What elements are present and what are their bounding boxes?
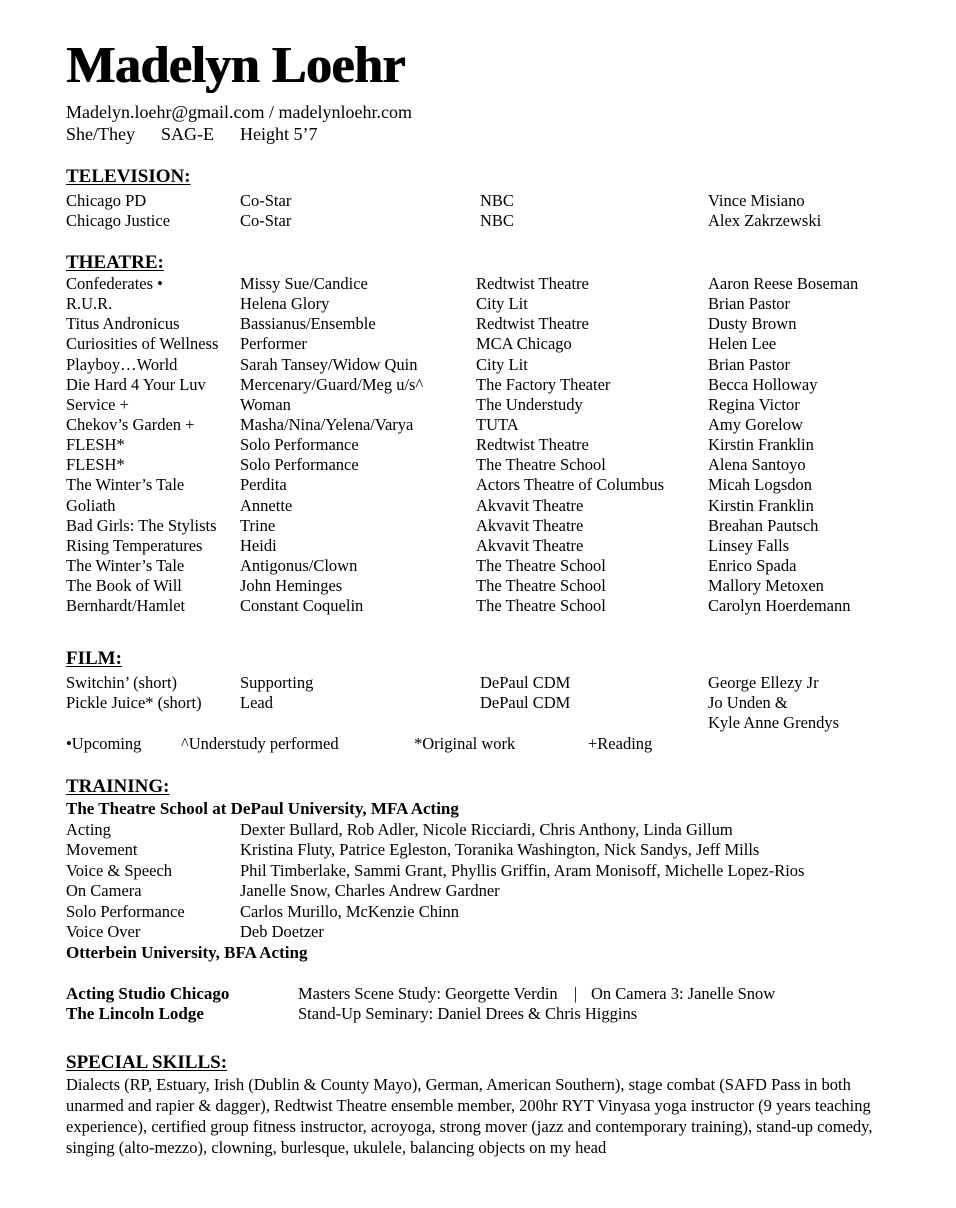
credit-role: Masha/Nina/Yelena/Varya xyxy=(240,414,414,434)
training-section xyxy=(66,776,805,1024)
credit-title: Chekov’s Garden + xyxy=(66,414,195,434)
credit-director: Dusty Brown xyxy=(708,314,797,334)
training-row xyxy=(66,902,459,922)
training-row xyxy=(66,860,805,881)
credit-director: Regina Victor xyxy=(708,394,800,414)
training-row xyxy=(66,881,500,901)
credit-director: Brian Pastor xyxy=(708,354,791,374)
credit-role: Missy Sue/Candice xyxy=(240,274,368,293)
credit-title: The Winter’s Tale xyxy=(66,555,185,575)
legend-understudy: ^Understudy performed xyxy=(181,734,339,753)
credit-title: Rising Temperatures xyxy=(66,535,203,555)
credit-title: FLESH* xyxy=(66,435,125,455)
credit-role: Mercenary/Guard/Meg u/s^ xyxy=(240,374,424,394)
credit-title: Bernhardt/Hamlet xyxy=(66,596,186,616)
credit-director: Micah Logsdon xyxy=(708,475,813,495)
credit-row xyxy=(66,455,806,475)
height: Height 5’7 xyxy=(240,124,318,144)
credit-title: Chicago Justice xyxy=(66,211,171,231)
credit-role: Sarah Tansey/Widow Quin xyxy=(240,354,418,374)
studio-classes xyxy=(298,1004,637,1024)
credit-row xyxy=(66,535,790,556)
credit-title: Bad Girls: The Stylists xyxy=(66,515,217,535)
credit-company: The Theatre School xyxy=(476,455,606,475)
credit-company: MCA Chicago xyxy=(476,334,572,354)
credit-director: Amy Gorelow xyxy=(708,414,803,434)
contact-details xyxy=(66,123,412,145)
credit-company: Actors Theatre of Columbus xyxy=(476,475,665,495)
credit-company: Redtwist Theatre xyxy=(476,274,589,293)
credit-row xyxy=(66,334,777,354)
credit-role: Perdita xyxy=(240,475,287,495)
contact-block xyxy=(66,101,412,145)
credit-row xyxy=(66,374,818,395)
credit-row xyxy=(66,673,819,693)
training-school-depaul: The Theatre School at DePaul University, MFA Acting xyxy=(66,799,459,818)
credit-role: Co-Star xyxy=(240,211,292,231)
legend-reading: +Reading xyxy=(588,734,653,753)
studio-class: On Camera 3: Janelle Snow xyxy=(591,984,776,1004)
theatre-section xyxy=(66,252,859,616)
credit-row xyxy=(66,435,814,455)
training-row xyxy=(66,922,459,942)
training-instructors: Dexter Bullard, Rob Adler, Nicole Ricciardi, Chris Anthony, Linda Gillum xyxy=(240,820,733,839)
training-instructors: Kristina Fluty, Patrice Egleston, Toranika Washington, Nick Sandys, Jeff Mills xyxy=(240,840,760,860)
theatre-credits xyxy=(66,274,859,616)
film-heading: FILM: xyxy=(66,648,122,669)
theatre-heading: THEATRE: xyxy=(66,252,164,273)
training-list xyxy=(66,820,805,942)
credit-company: The Theatre School xyxy=(476,555,606,575)
credit-row xyxy=(66,515,819,536)
training-discipline: Voice Over xyxy=(66,921,141,941)
training-instructors: Phil Timberlake, Sammi Grant, Phyllis Griffin, Aram Monisoff, Michelle Lopez-Rios xyxy=(240,860,805,880)
credit-director: Kirstin Franklin xyxy=(708,435,814,455)
training-discipline: On Camera xyxy=(66,881,142,901)
credit-title: Confederates • xyxy=(66,274,163,293)
training-instructors: Deb Doetzer xyxy=(240,921,324,941)
studio-name: Acting Studio Chicago xyxy=(66,984,230,1004)
union-status: SAG-E xyxy=(161,124,214,144)
training-row xyxy=(66,820,733,840)
credit-role: Co-Star xyxy=(240,191,292,210)
credit-row xyxy=(66,394,800,415)
credit-company: Akvavit Theatre xyxy=(476,535,584,555)
credit-director: George Ellezy Jr xyxy=(708,673,819,692)
film-section xyxy=(66,648,840,733)
class-separator: | xyxy=(573,984,577,1004)
credit-row xyxy=(66,576,824,596)
credit-company: The Understudy xyxy=(476,394,583,414)
credit-director: Aaron Reese Boseman xyxy=(708,274,859,293)
credit-role: John Heminges xyxy=(240,576,343,596)
credit-row xyxy=(66,475,813,495)
credit-role: Heidi xyxy=(240,535,277,555)
credit-company: Akvavit Theatre xyxy=(476,515,584,535)
credit-row xyxy=(66,555,797,576)
television-heading: TELEVISION: xyxy=(66,166,191,187)
credit-company: DePaul CDM xyxy=(480,693,571,713)
credit-title: Switchin’ (short) xyxy=(66,673,178,692)
credit-role: Annette xyxy=(240,495,293,515)
training-discipline: Movement xyxy=(66,840,138,860)
credit-company: NBC xyxy=(480,191,514,210)
special-skills-section xyxy=(66,1052,886,1158)
credit-director: Linsey Falls xyxy=(708,535,790,555)
credit-director: Breahan Pautsch xyxy=(708,515,819,535)
credit-row xyxy=(66,191,805,211)
training-discipline: Solo Performance xyxy=(66,901,185,921)
credit-director: Jo Unden & xyxy=(708,693,788,713)
credit-title: R.U.R. xyxy=(66,294,113,314)
credit-title: Playboy…World xyxy=(66,354,178,374)
credit-role: Supporting xyxy=(240,673,314,692)
credit-company: DePaul CDM xyxy=(480,673,571,692)
special-skills-text: Dialects (RP, Estuary, Irish (Dublin & County Mayo), German, American Southern), stage combat (SAFD Pass in both unarmed and rapier & dagger), Redtwist Theatre ensemble member, 200hr RYT Vinyasa yoga instructor (9 years teaching experience), certified group fitness instructor, acroyoga, strong mover (jazz and contemporary training), stand-up comedy, singing (alto-mezzo), clowning, burlesque, ukulele, balancing objects on my head xyxy=(66,1075,873,1157)
credit-title: Die Hard 4 Your Luv xyxy=(66,374,206,394)
credit-row xyxy=(66,314,797,334)
credit-role: Lead xyxy=(240,693,273,713)
studio-row xyxy=(66,984,776,1004)
credit-row xyxy=(66,294,791,314)
training-discipline: Acting xyxy=(66,820,111,839)
studio-name: The Lincoln Lodge xyxy=(66,1004,204,1024)
training-instructors: Carlos Murillo, McKenzie Chinn xyxy=(240,901,460,921)
credit-row xyxy=(66,596,851,616)
training-discipline: Voice & Speech xyxy=(66,860,173,880)
credit-director: Vince Misiano xyxy=(708,191,805,210)
credit-company: The Theatre School xyxy=(476,596,606,616)
credit-role: Helena Glory xyxy=(240,294,330,314)
credit-director: Alex Zakrzewski xyxy=(708,211,822,231)
training-heading: TRAINING: xyxy=(66,776,170,797)
credit-company: Redtwist Theatre xyxy=(476,435,589,455)
credit-row xyxy=(66,354,791,375)
studio-class: Masters Scene Study: Georgette Verdin xyxy=(298,984,558,1004)
credit-company: The Factory Theater xyxy=(476,374,611,394)
credit-row xyxy=(66,211,822,231)
credit-director: Alena Santoyo xyxy=(708,455,806,475)
training-instructors: Janelle Snow, Charles Andrew Gardner xyxy=(240,881,500,901)
credit-role: Woman xyxy=(240,394,291,414)
credit-director: Brian Pastor xyxy=(708,294,791,314)
credit-row xyxy=(66,495,814,516)
training-school-otterbein: Otterbein University, BFA Acting xyxy=(66,943,308,963)
credit-director: Mallory Metoxen xyxy=(708,576,824,596)
credit-title: Curiosities of Wellness xyxy=(66,334,219,354)
television-section xyxy=(66,166,822,231)
credit-director: Kyle Anne Grendys xyxy=(708,713,840,733)
credit-title: The Book of Will xyxy=(66,576,182,596)
credit-role: Performer xyxy=(240,334,307,354)
credit-company: Redtwist Theatre xyxy=(476,314,589,334)
special-skills-heading: SPECIAL SKILLS: xyxy=(66,1052,228,1073)
studio-class: Stand-Up Seminary: Daniel Drees & Chris Higgins xyxy=(298,1004,638,1024)
credit-row xyxy=(66,414,803,435)
credit-company: The Theatre School xyxy=(476,576,606,596)
credit-title: Chicago PD xyxy=(66,191,147,210)
credit-role: Solo Performance xyxy=(240,455,359,475)
credit-company: Akvavit Theatre xyxy=(476,495,584,515)
credit-title: Pickle Juice* (short) xyxy=(66,693,202,713)
film-credits xyxy=(66,673,840,733)
credit-role: Bassianus/Ensemble xyxy=(240,314,376,334)
credit-role: Constant Coquelin xyxy=(240,596,364,616)
credit-role: Antigonus/Clown xyxy=(240,555,358,575)
legend-original-work: *Original work xyxy=(414,734,516,753)
credit-company: City Lit xyxy=(476,354,528,374)
credit-company: NBC xyxy=(480,211,514,231)
television-credits xyxy=(66,191,822,231)
credit-director: Becca Holloway xyxy=(708,374,818,394)
credit-title: Titus Andronicus xyxy=(66,314,180,334)
credit-role: Solo Performance xyxy=(240,435,359,455)
credit-director: Carolyn Hoerdemann xyxy=(708,596,851,616)
credit-director: Enrico Spada xyxy=(708,555,797,575)
credit-role: Trine xyxy=(240,515,276,535)
legend-upcoming: •Upcoming xyxy=(66,734,142,753)
credit-director: Helen Lee xyxy=(708,334,777,354)
credit-title: The Winter’s Tale xyxy=(66,475,185,495)
credit-row xyxy=(66,274,859,294)
credit-title: Service + xyxy=(66,394,129,414)
credit-title: Goliath xyxy=(66,495,116,515)
credit-row xyxy=(66,713,840,733)
training-row xyxy=(66,840,760,860)
credit-title: FLESH* xyxy=(66,455,125,475)
studio-classes xyxy=(298,984,775,1004)
credit-director: Kirstin Franklin xyxy=(708,495,814,515)
credit-company: City Lit xyxy=(476,294,528,314)
studio-row xyxy=(66,1004,638,1024)
contact-email-website: Madelyn.loehr@gmail.com / madelynloehr.com xyxy=(66,102,412,122)
credit-row xyxy=(66,693,788,713)
pronouns: She/They xyxy=(66,124,135,144)
credit-company: TUTA xyxy=(476,414,519,434)
actor-name: Madelyn Loehr xyxy=(66,37,405,94)
